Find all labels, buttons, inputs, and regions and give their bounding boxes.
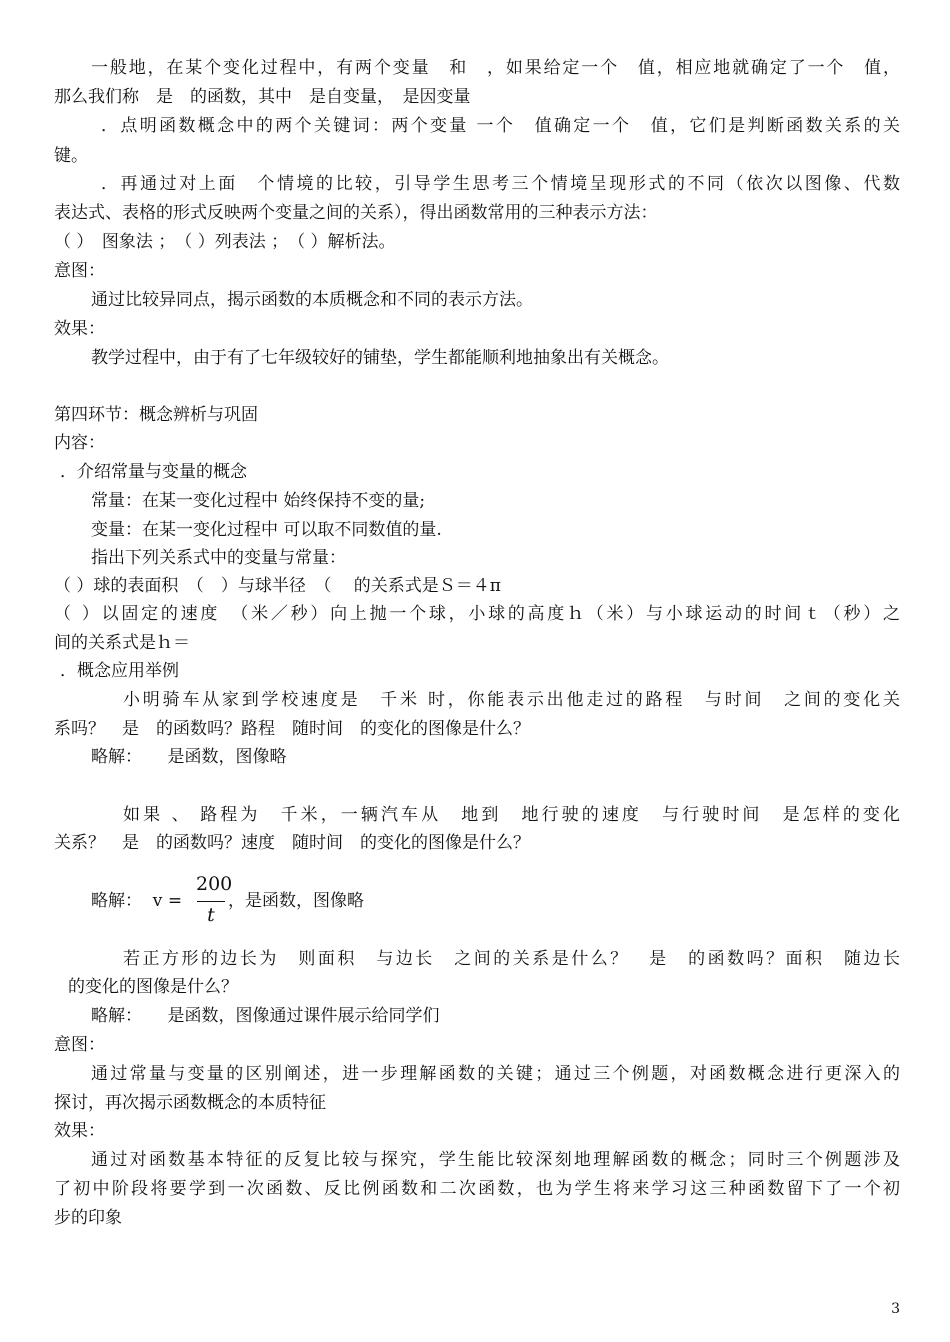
paragraph-line: 变量：在某一变化过程中 可以取不同数值的量. bbox=[91, 520, 442, 540]
paragraph-line: 小明骑车从家到学校速度是 千米 时，你能表示出他走过的路程 与时间 之间的变化关 bbox=[123, 690, 900, 710]
paragraph-line: 系吗？ 是 的函数吗？路程 随时间 的变化的图像是什么？ bbox=[54, 719, 530, 739]
paragraph-line: 教学过程中，由于有了七年级较好的铺垫，学生都能顺利地抽象出有关概念。 bbox=[91, 348, 669, 368]
fraction bbox=[196, 872, 233, 930]
paragraph-line: 一般地，在某个变化过程中，有两个变量 和 ，如果给定一个 值，相应地就确定了一个 值， bbox=[91, 58, 900, 78]
page-number: 3 bbox=[891, 1301, 900, 1317]
fraction-numerator: 200 bbox=[196, 873, 233, 895]
paragraph-line: 指出下列关系式中的变量与常量： bbox=[91, 548, 346, 568]
section-label: 意图： bbox=[54, 1035, 105, 1055]
paragraph-line: 如果 、 路程为 千米，一辆汽车从 地到 地行驶的速度 与行驶时间 是怎样的变化 bbox=[123, 805, 900, 825]
fraction-bar bbox=[197, 901, 225, 902]
section-label: 效果： bbox=[54, 1121, 105, 1141]
paragraph-line: 通过对函数基本特征的反复比较与探究，学生能比较深刻地理解函数的概念；同时三个例题涉及 bbox=[91, 1150, 900, 1170]
paragraph-line: ．点明函数概念中的两个关键词：两个变量 一个 值确定一个 值，它们是判断函数关系的关 bbox=[101, 116, 900, 136]
fraction-denominator: t bbox=[207, 904, 215, 926]
paragraph-line: 通过比较异同点，揭示函数的本质概念和不同的表示方法。 bbox=[91, 290, 533, 310]
paragraph-line: 若正方形的边长为 则面积 与边长 之间的关系是什么？ 是 的函数吗？面积 随边长 bbox=[123, 949, 900, 969]
paragraph-line: 略解： 是函数，图像通过课件展示给同学们 bbox=[91, 1006, 440, 1026]
paragraph-line: 通过常量与变量的区别阐述，进一步理解函数的关键；通过三个例题，对函数概念进行更深入的 bbox=[91, 1064, 900, 1084]
paragraph-line: 的变化的图像是什么？ bbox=[68, 977, 238, 997]
section-label: 效果： bbox=[54, 319, 105, 339]
paragraph-line: 步的印象 bbox=[54, 1208, 122, 1228]
paragraph-line: 键。 bbox=[54, 146, 88, 166]
paragraph-line: ．介绍常量与变量的概念 bbox=[60, 462, 247, 482]
paragraph-line: （ ） 图象法 ； （ ）列表法 ； （ ）解析法。 bbox=[54, 232, 396, 252]
paragraph-line: 略解： v = bbox=[91, 891, 183, 911]
paragraph-line: 间的关系式是ｈ＝ bbox=[54, 633, 190, 653]
paragraph-line: 那么我们称 是 的函数，其中 是自变量， 是因变量 bbox=[54, 87, 471, 107]
section-heading: 第四环节：概念辨析与巩固 bbox=[54, 405, 258, 425]
paragraph-line: 关系？ 是 的函数吗？速度 随时间 的变化的图像是什么？ bbox=[54, 833, 530, 853]
paragraph-line: （ ）球的表面积 （ ）与球半径 （ 的关系式是Ｓ＝４π bbox=[54, 576, 501, 596]
paragraph-line: 了初中阶段将要学到一次函数、反比例函数和二次函数，也为学生将来学习这三种函数留下了一个初 bbox=[54, 1179, 900, 1199]
paragraph-line: （ ）以固定的速度 （米／秒）向上抛一个球，小球的高度ｈ（米）与小球运动的时间ｔ（秒）之 bbox=[54, 604, 900, 624]
paragraph-line: ．概念应用举例 bbox=[60, 661, 179, 681]
paragraph-line: 略解： 是函数，图像略 bbox=[91, 747, 287, 767]
paragraph-line: ．再通过对上面 个情境的比较，引导学生思考三个情境呈现形式的不同（依次以图像、代数 bbox=[101, 174, 900, 194]
paragraph-line: ，是函数，图像略 bbox=[228, 891, 364, 911]
section-label: 意图： bbox=[54, 261, 105, 281]
section-label: 内容： bbox=[54, 433, 105, 453]
paragraph-line: 探讨，再次揭示函数概念的本质特征 bbox=[54, 1093, 326, 1113]
paragraph-line: 常量：在某一变化过程中 始终保持不变的量; bbox=[91, 491, 426, 511]
paragraph-line: 表达式、表格的形式反映两个变量之间的关系），得出函数常用的三种表示方法： bbox=[54, 203, 658, 223]
